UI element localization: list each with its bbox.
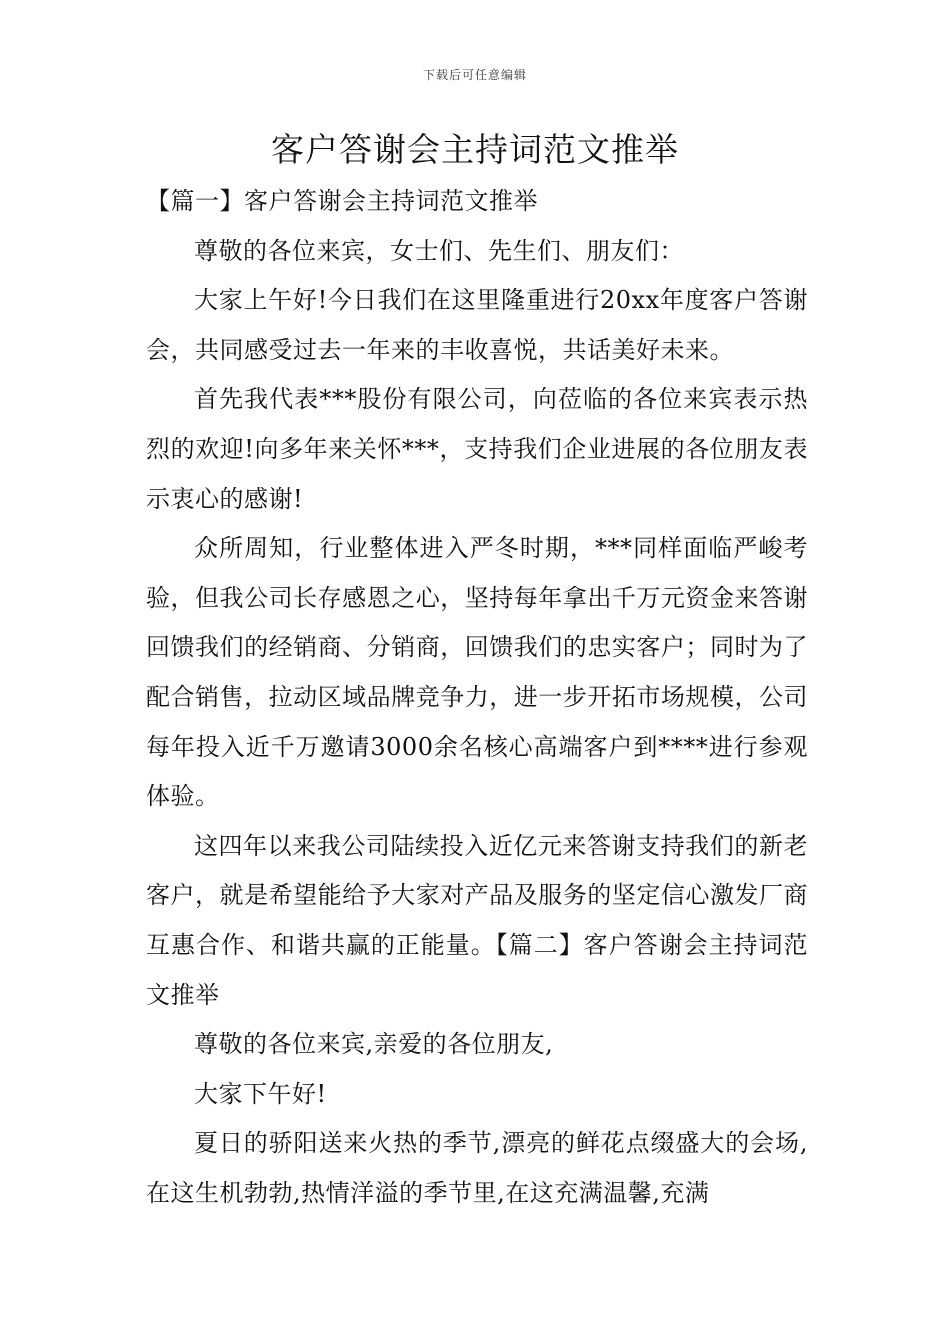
- paragraph: 大家上午好!今日我们在这里隆重进行20xx年度客户答谢会，共同感受过去一年来的丰收喜悦，共话美好未来。: [146, 286, 808, 364]
- paragraph: 夏日的骄阳送来火热的季节,漂亮的鲜花点缀盛大的会场,在这生机勃勃,热情洋溢的季节里,在这充满温馨,充满: [146, 1129, 808, 1207]
- paragraph: 大家下午好!: [194, 1079, 327, 1108]
- paragraph: 众所周知，行业整体进入严冬时期，***同样面临严峻考验，但我公司长存感恩之心，坚持每年拿出千万元资金来答谢回馈我们的经销商、分销商，回馈我们的忠实客户；同时为了配合销售，拉动区域品牌竞争力，进一步开拓市场规模，公司每年投入近千万邀请3000余名核心高端客户到****进行参观体验。: [146, 534, 808, 811]
- paragraph: 这四年以来我公司陆续投入近亿元来答谢支持我们的新老客户，就是希望能给予大家对产品及服务的坚定信心激发厂商互惠合作、和谐共赢的正能量。【篇二】客户答谢会主持词范文推举: [146, 831, 808, 1009]
- document-title: 客户答谢会主持词范文推举: [271, 130, 679, 169]
- paragraph: 首先我代表***股份有限公司，向莅临的各位来宾表示热烈的欢迎!向多年来关怀***，支持我们企业进展的各位朋友表示衷心的感谢!: [146, 385, 808, 513]
- header-note: 下载后可任意编辑: [422, 68, 527, 82]
- paragraph: 尊敬的各位来宾，女士们、先生们、朋友们：: [194, 236, 684, 265]
- paragraph: 尊敬的各位来宾,亲爱的各位朋友,: [194, 1030, 554, 1059]
- paragraph: 【篇一】客户答谢会主持词范文推举: [146, 187, 538, 215]
- document-body: [146, 177, 808, 1218]
